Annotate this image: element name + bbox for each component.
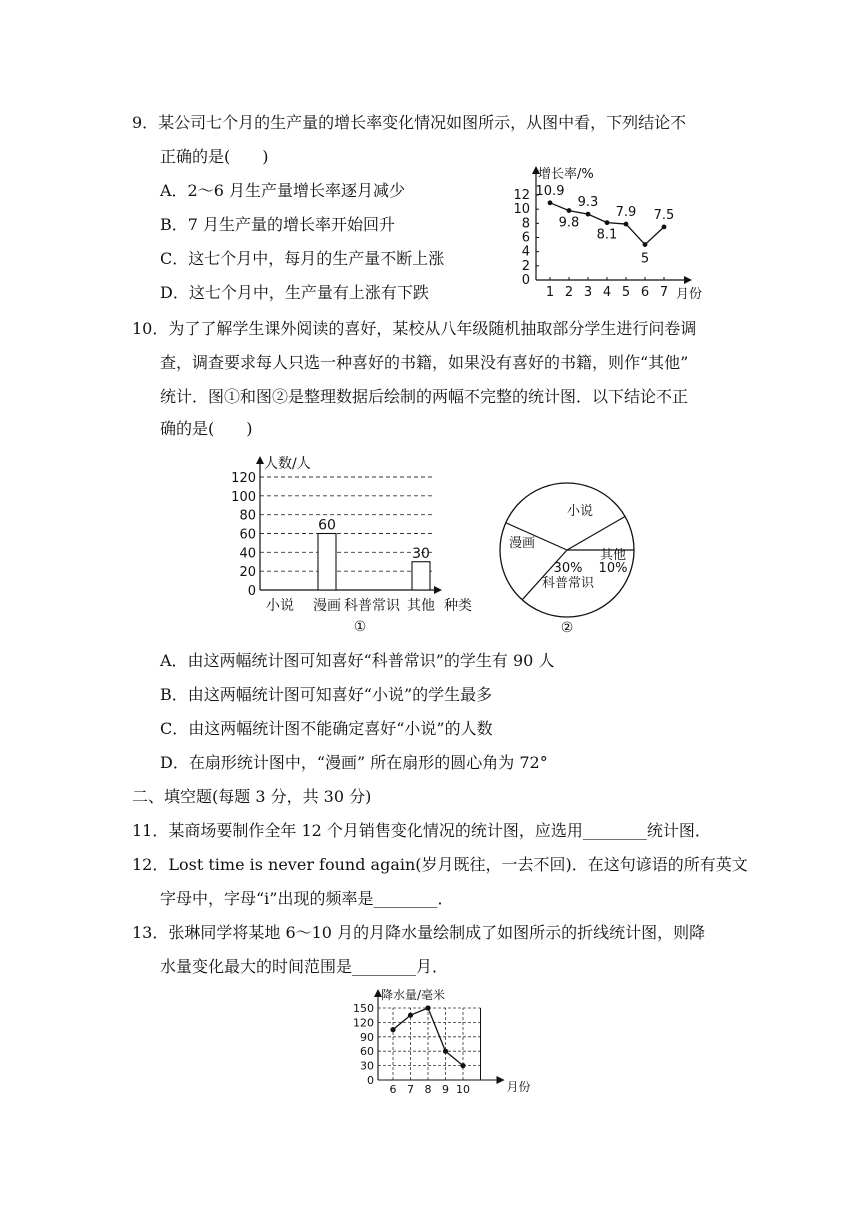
data-label: 7.5 [653, 207, 675, 223]
data-point [605, 220, 610, 225]
y-tick-label: 10 [513, 202, 530, 218]
y-tick-label: 60 [239, 527, 256, 543]
x-axis-arrow [684, 276, 692, 284]
category-label: 其他 [407, 598, 435, 614]
y-tick-label: 0 [367, 1074, 374, 1087]
q10-option-b: B．由这两幅统计图可知喜好“小说”的学生最多 [160, 685, 493, 704]
y-axis-arrow [256, 456, 264, 464]
q9-stem-line2: 正确的是( ) [160, 147, 269, 166]
slice-label: 漫画 [508, 536, 536, 551]
y-tick-label: 0 [247, 584, 256, 599]
data-label: 7.9 [615, 205, 637, 221]
x-tick-label: 1 [545, 285, 555, 300]
y-axis-title: 降水量/毫米 [381, 988, 446, 1002]
y-tick-label: 120 [353, 1016, 374, 1030]
x-axis-arrow [497, 1076, 505, 1084]
q10-option-c: C．由这两幅统计图不能确定喜好“小说”的人数 [160, 719, 493, 738]
data-point [425, 1005, 430, 1010]
y-tick-label: 30 [360, 1059, 374, 1073]
slice-percent-label: 30% [553, 561, 583, 576]
rainfall-line-chart [340, 985, 531, 1096]
y-tick-label: 120 [231, 471, 256, 486]
q9-option-b: B．7 月生产量的增长率开始回升 [160, 215, 396, 234]
reading-preference-bar-chart [222, 450, 482, 640]
x-tick-label: 5 [621, 285, 631, 300]
data-label: 10.9 [535, 183, 565, 199]
x-tick-label: 3 [583, 285, 593, 300]
slice-percent-label: 10% [598, 561, 628, 576]
x-tick-label: 4 [602, 285, 612, 300]
y-axis-title: 增长率/% [538, 167, 594, 182]
data-point [443, 1049, 448, 1054]
bar [412, 562, 430, 590]
slice-label: 科普常识 [541, 576, 595, 591]
data-point [390, 1027, 395, 1032]
slice-label: 小说 [566, 504, 594, 519]
category-label: 小说 [266, 598, 294, 614]
data-point [643, 242, 648, 247]
section-heading-fill-blank: 二、填空题(每题 3 分，共 30 分) [132, 787, 372, 806]
q12-stem-line1: 12．Lost time is never found again(岁月既往，一去不回)．在这句谚语的所有英文 [132, 855, 748, 874]
y-tick-label: 40 [239, 546, 256, 562]
q13-stem-line2: 水量变化最大的时间范围是________月． [160, 957, 449, 976]
y-tick-label: 0 [521, 273, 530, 288]
q10-option-d: D．在扇形统计图中，“漫画” 所在扇形的圆心角为 72° [160, 753, 548, 772]
reading-preference-pie-chart [495, 475, 645, 640]
q9-option-c: C．这七个月中，每月的生产量不断上涨 [160, 249, 445, 268]
y-tick-label: 150 [353, 1002, 374, 1015]
x-axis-title: 月份 [676, 287, 703, 302]
data-label: 5 [640, 251, 650, 267]
y-tick-label: 60 [360, 1045, 374, 1059]
x-tick-label: 8 [424, 1083, 432, 1096]
bar-value-label: 60 [318, 517, 336, 534]
data-label: 9.8 [558, 215, 580, 231]
growth-rate-line-chart [500, 160, 710, 300]
q9-option-a: A．2～6 月生产量增长率逐月减少 [160, 181, 406, 200]
bar-value-label: 30 [412, 545, 430, 562]
q10-stem-line4: 确的是( ) [160, 419, 253, 438]
data-point [548, 200, 553, 205]
y-axis-title: 人数/人 [264, 456, 311, 472]
x-tick-label: 2 [564, 285, 574, 300]
q10-stem-line2: 查，调查要求每人只选一种喜好的书籍，如果没有喜好的书籍，则作“其他” [160, 353, 689, 372]
q12-stem-line2: 字母中，字母“i”出现的频率是________． [160, 889, 454, 908]
q9-stem-line1: 9．某公司七个月的生产量的增长率变化情况如图所示，从图中看，下列结论不 [132, 113, 687, 132]
y-tick-label: 12 [513, 188, 530, 203]
data-point [624, 222, 629, 227]
x-axis-title: 月份 [506, 1080, 531, 1094]
figure-caption: ① [353, 619, 367, 635]
y-tick-label: 6 [521, 230, 530, 246]
data-point [460, 1063, 465, 1068]
figure-caption: ② [560, 620, 574, 636]
y-tick-label: 80 [239, 508, 256, 524]
y-tick-label: 8 [521, 216, 530, 232]
data-point [662, 224, 667, 229]
data-label: 9.3 [577, 195, 599, 211]
y-tick-label: 20 [239, 565, 256, 581]
x-axis-title: 种类 [444, 598, 472, 614]
x-tick-label: 10 [456, 1083, 470, 1096]
x-tick-label: 6 [389, 1083, 397, 1096]
x-tick-label: 7 [407, 1083, 414, 1096]
q10-option-a: A．由这两幅统计图可知喜好“科普常识”的学生有 90 人 [160, 651, 555, 670]
data-point [567, 208, 572, 213]
slice-label: 其他 [599, 548, 627, 563]
q10-stem-line1: 10．为了了解学生课外阅读的喜好，某校从八年级随机抽取部分学生进行问卷调 [132, 319, 697, 338]
q10-stem-line3: 统计．图①和图②是整理数据后绘制的两幅不完整的统计图．以下结论不正 [160, 387, 689, 406]
x-tick-label: 9 [442, 1083, 449, 1096]
q11-stem: 11．某商场要制作全年 12 个月销售变化情况的统计图，应选用________统计图． [132, 821, 711, 840]
x-tick-label: 6 [640, 285, 650, 300]
y-tick-label: 2 [521, 258, 530, 274]
q9-option-d: D．这七个月中，生产量有上涨有下跌 [160, 283, 429, 302]
y-tick-label: 100 [231, 489, 256, 505]
category-label: 漫画 [313, 598, 341, 614]
bar [318, 534, 336, 591]
data-label: 8.1 [596, 227, 618, 243]
data-point [408, 1013, 413, 1018]
x-axis-arrow [434, 586, 442, 594]
category-label: 科普常识 [344, 598, 400, 614]
y-tick-label: 90 [360, 1030, 374, 1044]
data-point [586, 212, 591, 217]
x-tick-label: 7 [659, 285, 669, 300]
y-tick-label: 4 [521, 244, 530, 260]
q13-stem-line1: 13．张琳同学将某地 6～10 月的月降水量绘制成了如图所示的折线统计图，则降 [132, 923, 706, 942]
